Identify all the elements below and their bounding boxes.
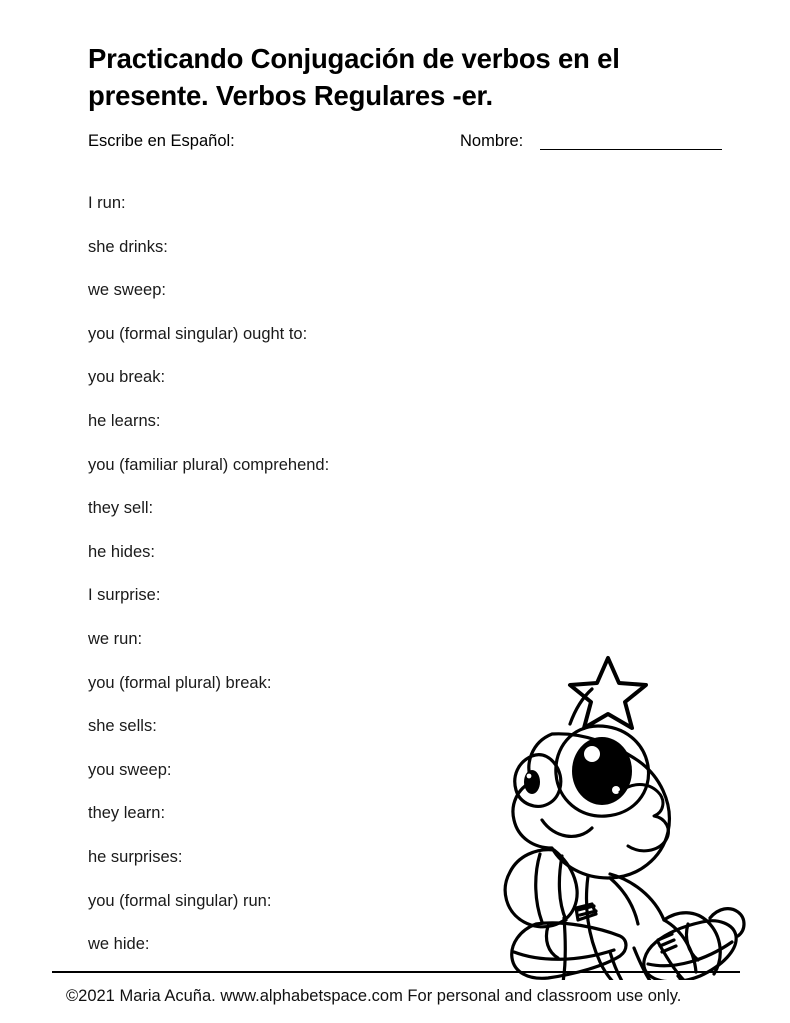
star-icon [570,658,646,728]
mitt-crease-2 [559,856,566,920]
prompt-line[interactable]: you (formal singular) ought to: [88,324,308,343]
right-eye-highlight [584,746,600,762]
prompt-line[interactable]: we run: [88,629,143,648]
right-shoe-panel [686,924,698,960]
instruction-label: Escribe en Español: [88,132,235,150]
prompt-line[interactable]: they learn: [88,804,166,823]
prompt-line[interactable]: she sells: [88,717,157,736]
cartoon-bug-illustration [492,652,748,980]
right-eye-pupil [572,737,632,805]
prompt-line[interactable]: we hide: [88,935,150,954]
name-input-blank[interactable] [540,149,722,150]
prompt-line[interactable]: I run: [88,194,126,212]
prompt-line[interactable]: they sell: [88,499,154,518]
prompt-line[interactable]: you (formal plural) break: [88,673,272,692]
prompt-line[interactable]: she drinks: [88,237,168,256]
prompt-list [88,193,528,978]
prompt-line[interactable]: you sweep: [88,760,172,779]
left-eye-pupil [524,770,540,794]
footer-credit: ©2021 Maria Acuña. www.alphabetspace.com For personal and classroom use only. [66,987,682,1005]
prompt-line[interactable]: you (familiar plural) comprehend: [88,455,330,474]
body-stripe-1 [610,952,636,980]
footer-divider [52,971,740,973]
prompt-line[interactable]: he learns: [88,411,161,430]
prompt-line[interactable]: you break: [88,368,166,387]
prompt-line[interactable]: you (formal singular) run: [88,891,272,910]
left-shoe-panel [546,926,558,958]
left-eye-highlight [527,774,532,779]
page-title: Practicando Conjugación de verbos en el presente. Verbos Regulares -er. [88,43,620,111]
smile [542,820,592,836]
prompt-line[interactable]: I surprise: [88,586,161,605]
instruction-row [88,130,728,156]
prompt-line[interactable]: he hides: [88,542,155,561]
mitt-crease-1 [536,854,542,922]
prompt-line[interactable]: we sweep: [88,281,166,300]
prompt-line[interactable]: he surprises: [88,847,183,866]
name-label: Nombre: [460,132,524,150]
